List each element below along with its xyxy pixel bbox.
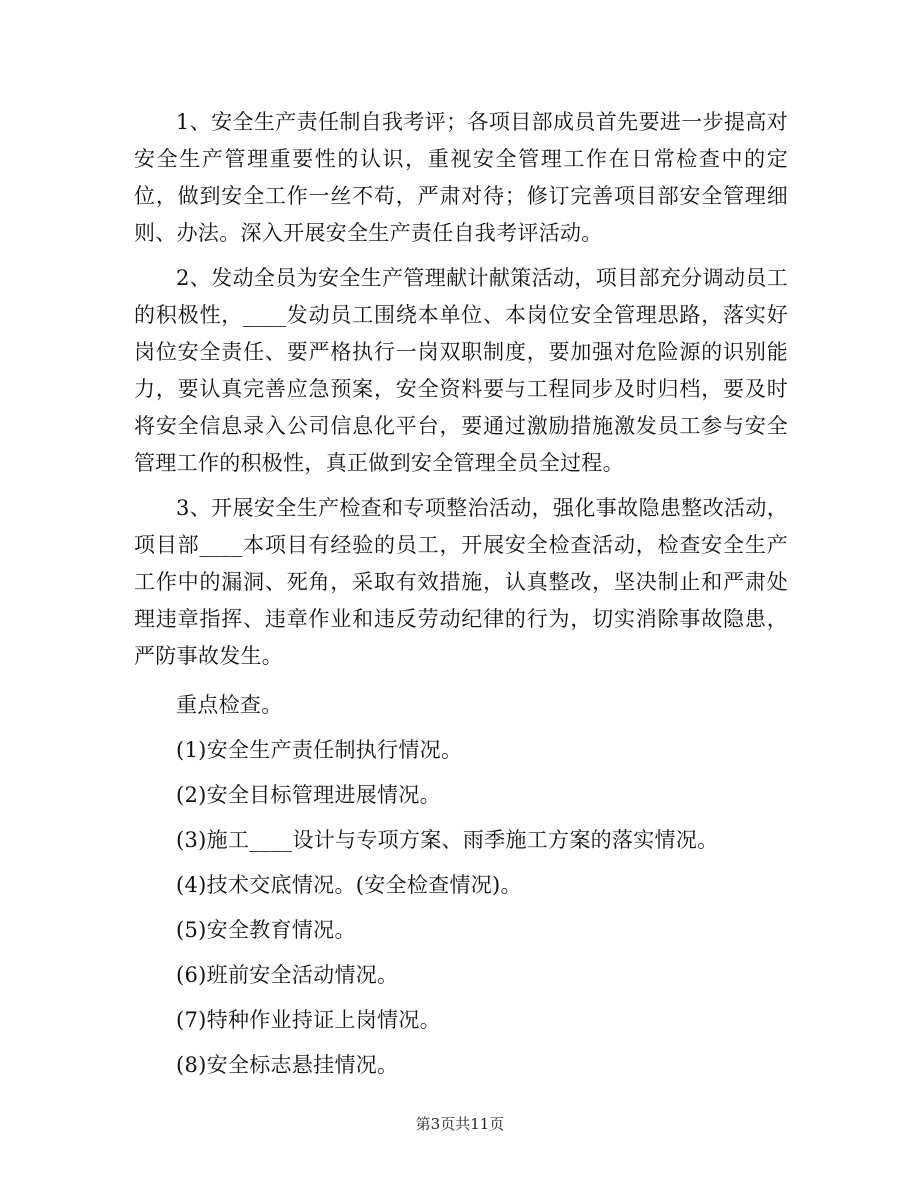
page-number-footer: 第3页共11页 — [415, 1115, 505, 1133]
check-item-7: (7)特种作业持证上岗情况。 — [176, 1008, 441, 1032]
check-item-3: (3)施工____设计与专项方案、雨季施工方案的落实情况。 — [176, 828, 719, 852]
check-item-1: (1)安全生产责任制执行情况。 — [176, 738, 463, 762]
paragraph-3: 3、开展安全生产检查和专项整治活动，强化事故隐患整改活动，项目部____本项目有经验的员工，开展安全检查活动，检查安全生产工作中的漏洞、死角，采取有效措施，认真整改，坚决制止和严肃处理违章指挥、违章作业和违反劳动纪律的行为，切实消除事故隐患，严防事故发生。 — [134, 496, 788, 668]
paragraph-2: 2、发动全员为安全生产管理献计献策活动，项目部充分调动员工的积极性，____发动员工围绕本单位、本岗位安全管理思路，落实好岗位安全责任、要严格执行一岗双职制度，要加强对危险源的识别能力，要认真完善应急预案，安全资料要与工程同步及时归档，要及时将安全信息录入公司信息化平台，要通过激励措施激发员工参与安全管理工作的积极性，真正做到安全管理全员全过程。 — [134, 266, 788, 475]
check-heading: 重点检查。 — [176, 693, 283, 717]
check-item-4: (4)技术交底情况。(安全检查情况)。 — [176, 873, 522, 897]
check-item-6: (6)班前安全活动情况。 — [176, 963, 399, 987]
paragraph-1: 1、安全生产责任制自我考评；各项目部成员首先要进一步提高对安全生产管理重要性的认识，重视安全管理工作在日常检查中的定位，做到安全工作一丝不苟，严肃对待；修订完善项目部安全管理细则、办法。深入开展安全生产责任自我考评活动。 — [134, 110, 788, 245]
check-item-2: (2)安全目标管理进展情况。 — [176, 783, 441, 807]
document-body — [134, 104, 788, 1088]
check-item-8: (8)安全标志悬挂情况。 — [176, 1053, 399, 1077]
check-item-5: (5)安全教育情况。 — [176, 918, 356, 942]
